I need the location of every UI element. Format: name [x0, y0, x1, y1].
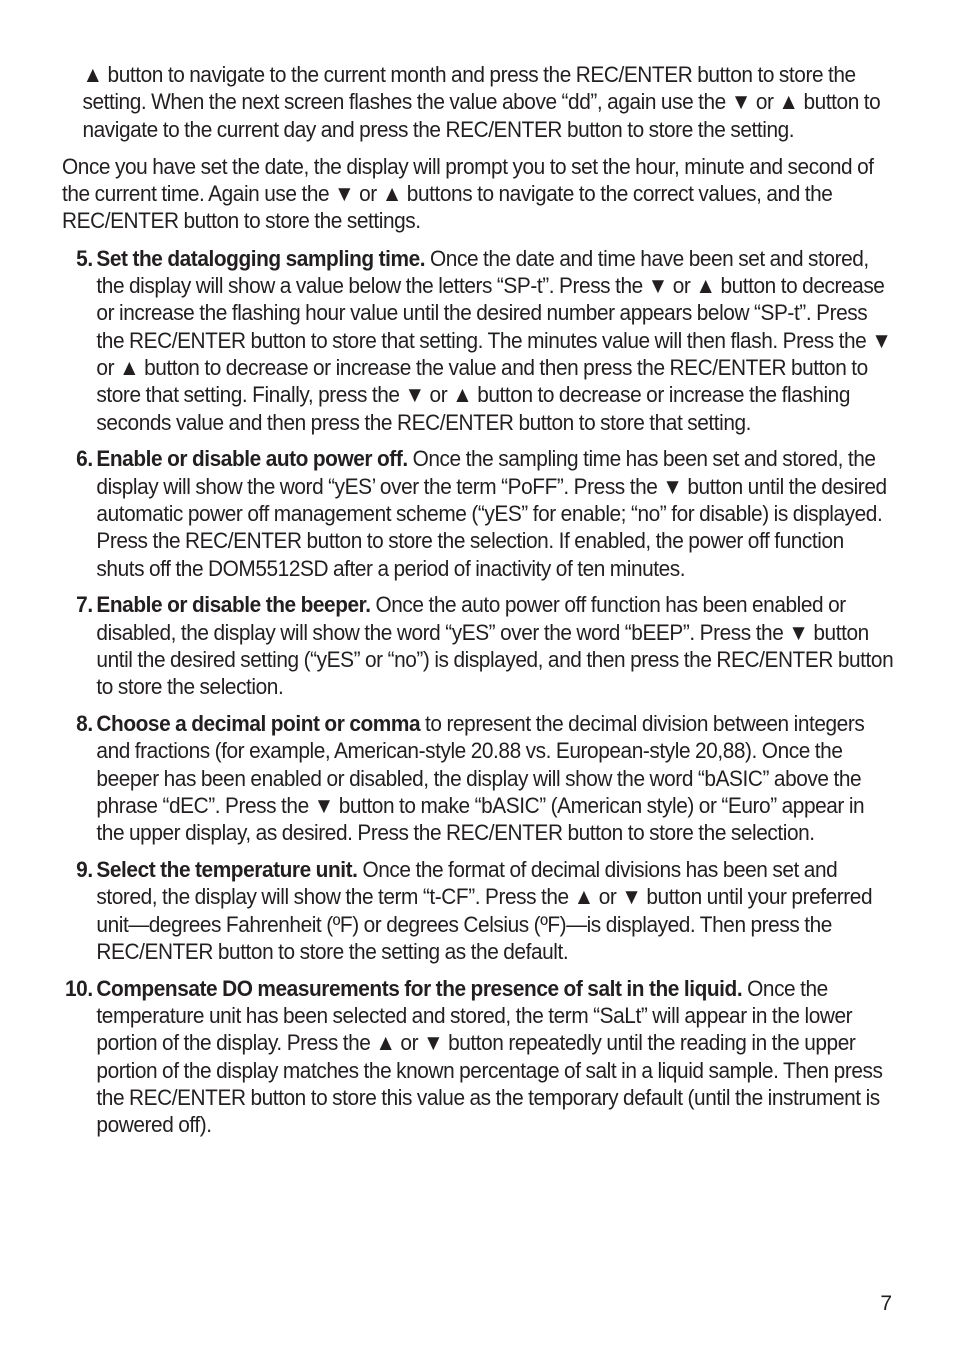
manual-page: [62, 61, 894, 1148]
step-body: [96, 856, 894, 965]
step-text: Once the sampling time has been set and stored, the display will show the word “yES’ over the term “PoFF”. Press the ▼ button until the desired automatic power off management scheme (“yES” for enable; “no” for disable) is displayed. Press the REC/ENTER button to store the selection. If enabled, the power off function shuts off the DOM5512SD after a period of inactivity of ten minutes.: [96, 446, 887, 581]
step-body: [96, 710, 894, 846]
step-number: 7.: [76, 592, 93, 618]
step-5: [62, 245, 894, 436]
step-8: [62, 710, 894, 846]
step-number: 6.: [76, 446, 93, 472]
step-number: 9.: [76, 857, 93, 883]
step-heading: Compensate DO measurements for the presence of salt in the liquid.: [96, 975, 743, 1001]
step-number: 8.: [76, 711, 93, 737]
page-number: 7: [880, 1292, 892, 1315]
step-text: Once the date and time have been set and stored, the display will show a value below the letters “SP-t”. Press the ▼ or ▲ button to decrease or increase the flashing hour value until the desired number appears below “SP-t”. Press the REC/ENTER button to store that setting. The minutes value will then flash. Press the ▼ or ▲ button to decrease or increase the value and then press the REC/ENTER button to store that setting. Finally, press the ▼ or ▲ button to decrease or increase the flashing seconds value and then press the REC/ENTER button to store that setting.: [96, 245, 892, 435]
step-body: [96, 975, 894, 1139]
step-heading: Choose a decimal point or comma: [96, 711, 421, 737]
step-6: [62, 445, 894, 581]
step-text: Once the temperature unit has been selected and stored, the term “SaLt” will appear in the lower portion of the display. Press the ▲ or ▼ button repeatedly until the reading in the upper portion of the display matches the known percentage of salt in a liquid sample. Then press the REC/ENTER button to store this value as the temporary default (until the instrument is powered off).: [96, 975, 883, 1138]
intro-continuation: ▲ button to navigate to the current month and press the REC/ENTER button to store the setting. When the next screen flashes the value above “dd”, again use the ▼ or ▲ button to navigate to the current day and press the REC/ENTER button to store the setting.: [82, 62, 881, 142]
step-number: 5.: [76, 245, 93, 271]
step-body: [96, 445, 894, 581]
step-heading: Select the temperature unit.: [96, 857, 358, 883]
step-heading: Enable or disable the beeper.: [96, 592, 371, 618]
step-text: Once the auto power off function has been enabled or disabled, the display will show the word “yES” over the word “bEEP”. Press the ▼ button until the desired setting (“yES” or “no”) is displayed, and then press the REC/ENTER button to store the selection.: [96, 592, 894, 700]
step-7: [62, 591, 894, 700]
step-text: Once the format of decimal divisions has been set and stored, the display will show the term “t-CF”. Press the ▲ or ▼ button until your preferred unit—degrees Fahrenheit (ºF) or degrees Celsius (ºF)—is displayed. Then press the REC/ENTER button to store the setting as the default.: [96, 857, 873, 964]
step-body: [96, 245, 894, 436]
step-number: 10.: [64, 975, 93, 1001]
step-heading: Enable or disable auto power off.: [96, 446, 408, 472]
step-heading: Set the datalogging sampling time.: [96, 245, 426, 271]
step-text: to represent the decimal division between integers and fractions (for example, American-style 20.88 vs. European-style 20,88). Once the beeper has been enabled or disabled, the display will show the word “bASIC” above the phrase “dEC”. Press the ▼ button to make “bASIC” (American style) or “Euro” appear in the upper display, as desired. Press the REC/ENTER button to store the selection.: [96, 711, 865, 846]
step-9: [62, 856, 894, 965]
step-body: [96, 591, 894, 700]
intro-paragraph: Once you have set the date, the display will prompt you to set the hour, minute and second of the current time. Again use the ▼ or ▲ buttons to navigate to the correct values, and the REC/ENTER button to store the settings.: [62, 153, 874, 234]
step-10: [62, 975, 894, 1139]
